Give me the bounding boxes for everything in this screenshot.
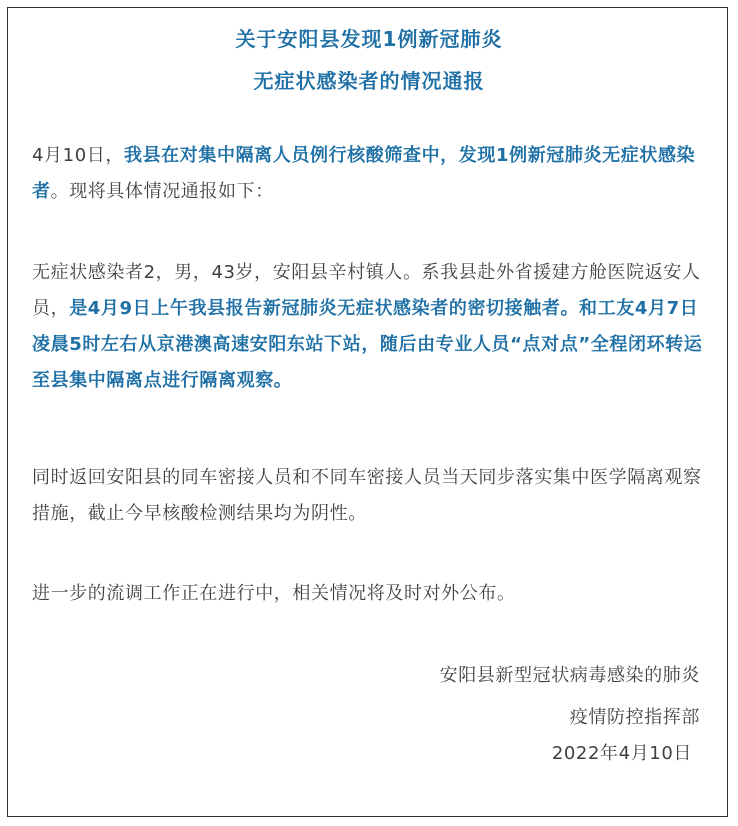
paragraph-2 [32,255,708,399]
paragraph-1-highlight: 我县在对集中隔离人员例行核酸筛查中，发现1例新冠肺炎无症状感染者 [32,145,696,202]
paragraph-3: 同时返回安阳县的同车密接人员和不同车密接人员当天同步落实集中医学隔离观察措施，截止今早核酸检测结果均为阴性。 [32,467,702,524]
paragraph-2-intro: 无症状感染者2，男，43岁，安阳县辛村镇人。系我县赴外省援建方舱医院返安人员， [32,262,701,319]
document-frame [7,7,728,817]
paragraph-1-rest: 。现将具体情况通报如下： [50,181,274,202]
paragraph-1 [32,138,708,210]
paragraph-2-highlight: 是4月9日上午我县报告新冠肺炎无症状感染者的密切接触者。和工友4月7日凌晨5时左右从京港澳高速安阳东站下站，随后由专业人员“点对点”全程闭环转运至县集中隔离点进行隔离观察。 [32,298,703,391]
title-line-1: 关于安阳县发现1例新冠肺炎 [235,27,503,51]
signature-line-1: 安阳县新型冠状病毒感染的肺炎 [439,665,700,686]
paragraph-1-date: 4月10日， [32,145,124,166]
paragraph-4: 进一步的流调工作正在进行中，相关情况将及时对外公布。 [32,583,516,604]
signature-line-2: 疫情防控指挥部 [569,707,700,728]
signature-date: 2022年4月10日 [551,743,692,764]
title-line-2: 无症状感染者的情况通报 [253,69,485,93]
